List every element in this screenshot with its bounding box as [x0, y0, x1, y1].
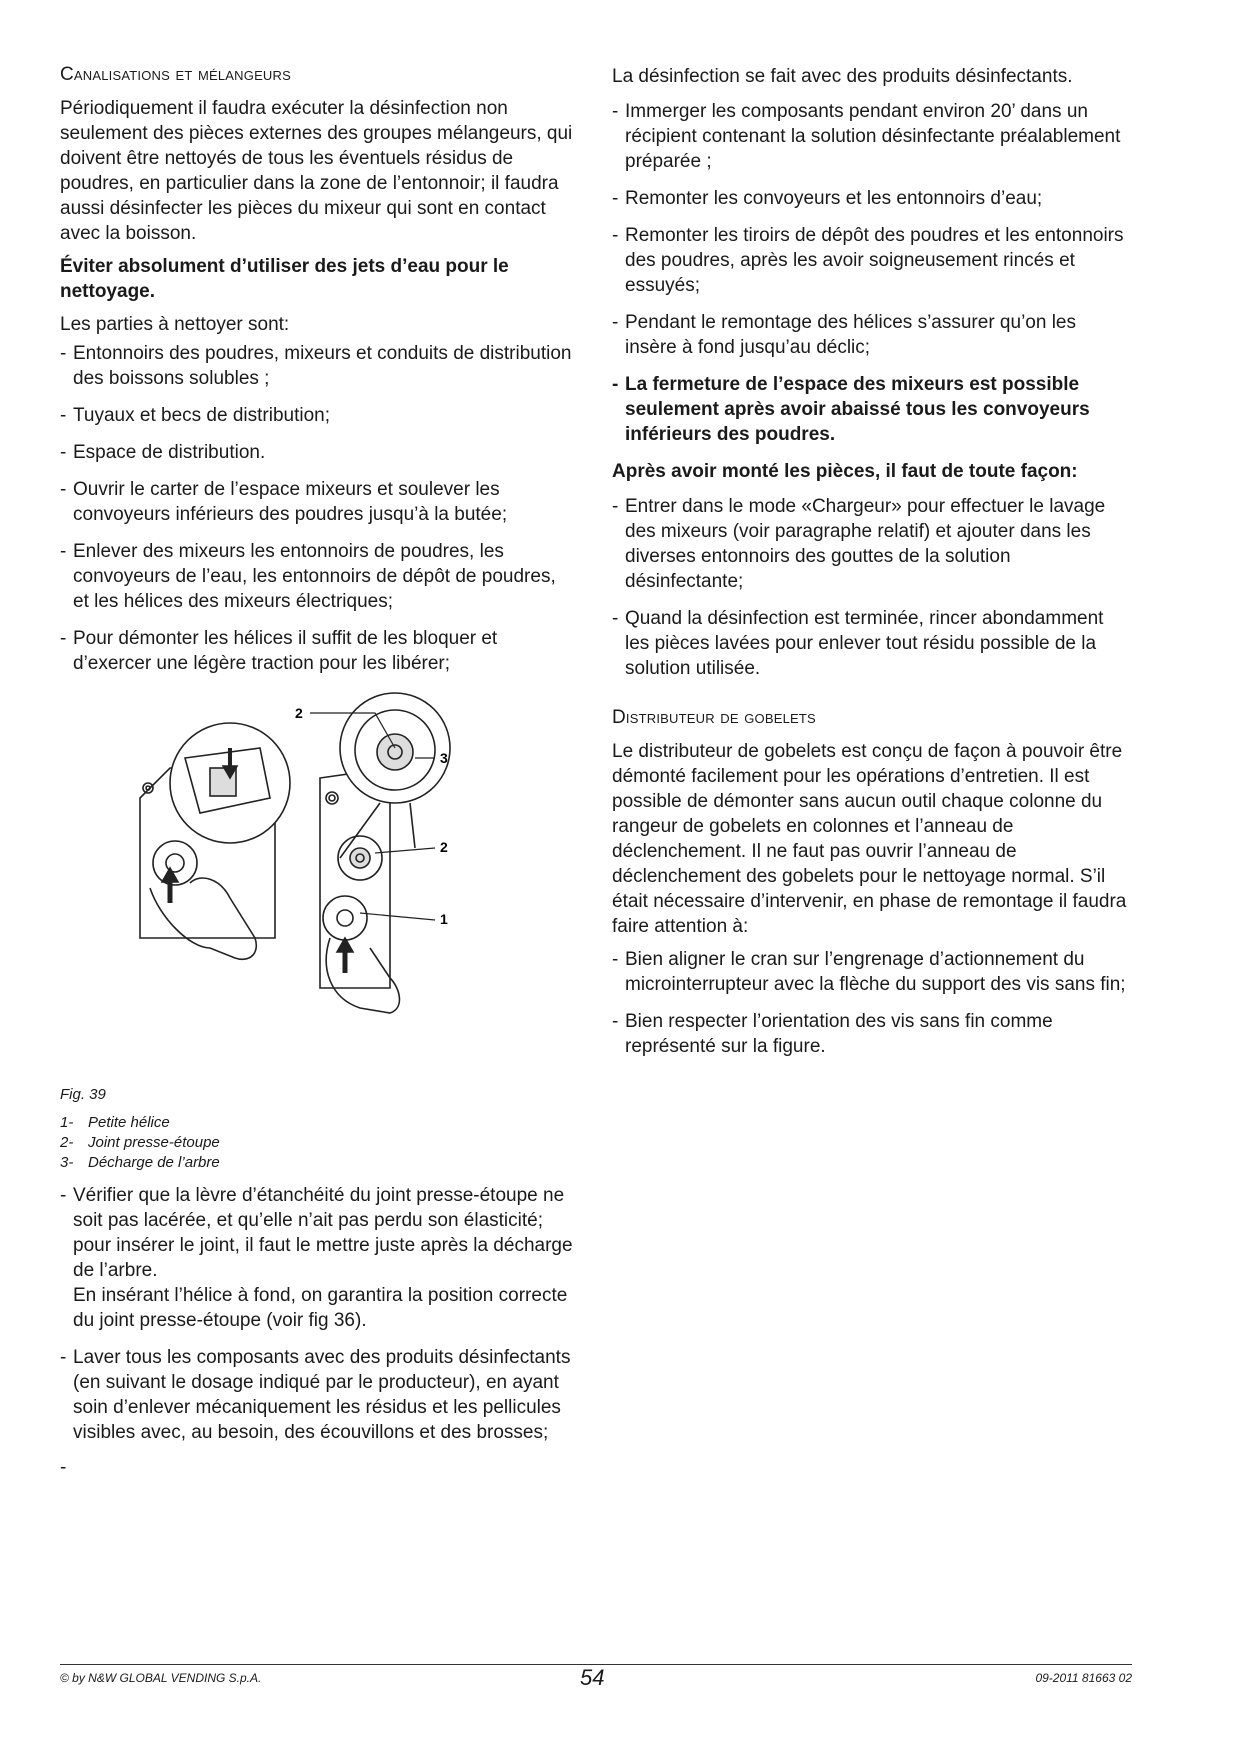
figure-legend [60, 1113, 575, 1173]
paragraph-disinfection: Périodiquement il faudra exécuter la désinfection non seulement des pièces externes des groupes mélangeurs, qui doivent être nettoyés de tous les éventuels résidus de poudres, en particulier dans la zone de l’entonnoir; il faudra aussi désinfecter les pièces du mixeur qui sont en contact avec la boisson. [60, 98, 573, 244]
list-item: - Pendant le remontage des hélices s’assurer qu’on les insère à fond jusqu’au déclic; [612, 310, 1132, 360]
list-item: - Laver tous les composants avec des produits désinfectants (en suivant le dosage indiqué par le producteur), en ayant soin d’enlever mécaniquement les résidus et les pellicules visibles avec, au besoin, des écouvillons et des brosses; [60, 1345, 575, 1445]
list-item: - Remonter les tiroirs de dépôt des poudres et les entonnoirs des poudres, après les avoir soigneusement rincés et essuyés; [612, 223, 1132, 298]
right-column [612, 64, 1132, 1071]
paragraph-cup-dispenser: Le distributeur de gobelets est conçu de façon à pouvoir être démonté facilement pour les opérations d’entretien. Il est possible de démonter sans aucun outil chaque colonne du rangeur de gobelets en colonnes et l’anneau de déclenchement. Il ne faut pas ouvrir l’anneau de déclenchement des gobelets pour le nettoyage normal. S’il était nécessaire d’intervenir, en phase de remontage il faudra faire attention à: [612, 741, 1127, 937]
list-item: - Quand la désinfection est terminée, rincer abondamment les pièces lavées pour enlever tout résidu possible de la solution utilisée. [612, 606, 1132, 681]
parts-list [60, 341, 575, 676]
disinfection-steps [612, 99, 1132, 447]
empty-list-marker: - [60, 1457, 67, 1478]
legend-item: 1- Petite hélice [60, 1114, 170, 1131]
legend-item: 2- Joint presse-étoupe [60, 1134, 220, 1151]
list-item: - Immerger les composants pendant environ 20’ dans un récipient contenant la solution désinfectante préalablement préparée ; [612, 99, 1132, 174]
cup-dispenser-list [612, 947, 1132, 1059]
list-item: - Enlever des mixeurs les entonnoirs de poudres, les convoyeurs de l’eau, les entonnoirs de dépôt de poudres, et les hélices des mixeurs électriques; [60, 539, 575, 614]
list-item: - Remonter les convoyeurs et les entonnoirs d’eau; [612, 186, 1132, 211]
list-item: - Espace de distribution. [60, 440, 575, 465]
warning-text: Éviter absolument d’utiliser des jets d’eau pour le nettoyage. [60, 256, 509, 302]
list-item: - La fermeture de l’espace des mixeurs est possible seulement après avoir abaissé tous les convoyeurs inférieurs des poudres. [612, 372, 1132, 447]
list-item: - Ouvrir le carter de l’espace mixeurs et soulever les convoyeurs inférieurs des poudres jusqu’à la butée; [60, 477, 575, 527]
left-column [60, 64, 575, 1479]
page-footer [60, 1664, 1132, 1690]
check-list [60, 1183, 575, 1445]
page-number: 54 [580, 1665, 605, 1690]
section-heading-canalisations: Canalisations et mélangeurs [60, 64, 291, 85]
footer-copyright: © by N&W GLOBAL VENDING S.p.A. [60, 1671, 262, 1685]
after-assembly-list [612, 494, 1132, 681]
callout-label: 3 [440, 750, 448, 766]
section-heading-distributeur: Distributeur de gobelets [612, 707, 816, 728]
after-assembly-title: Après avoir monté les pièces, il faut de toute façon: [612, 461, 1078, 482]
callout-label: 2 [295, 705, 303, 721]
list-subtext: En insérant l’hélice à fond, on garantira la position correcte du joint presse-étoupe (voir fig 36). [73, 1285, 568, 1331]
legend-item: 3- Décharge de l’arbre [60, 1154, 220, 1171]
list-item: - Entrer dans le mode «Chargeur» pour effectuer le lavage des mixeurs (voir paragraphe relatif) et ajouter dans les diverses entonnoirs des gouttes de la solution désinfectante; [612, 494, 1132, 594]
figure-caption: Fig. 39 [60, 1086, 106, 1103]
list-item: - Bien respecter l’orientation des vis sans fin comme représenté sur la figure. [612, 1009, 1132, 1059]
list-item: - Tuyaux et becs de distribution; [60, 403, 575, 428]
callout-label: 2 [440, 839, 448, 855]
document-reference: 09-2011 81663 02 [1035, 1671, 1132, 1685]
list-item: - Vérifier que la lèvre d’étanchéité du joint presse-étoupe ne soit pas lacérée, et qu’elle n’ait pas perdu son élasticité; pour insérer le joint, il faut le mettre juste après la décharge de l’arbre. En insérant l’hélice à fond, on garantira la position correcte du joint presse-étoupe (voir fig 36). [60, 1183, 575, 1333]
list-item: - Bien aligner le cran sur l’engrenage d’actionnement du microinterrupteur avec la flèche du support des vis sans fin; [612, 947, 1132, 997]
figure-39-illustration [60, 688, 575, 1078]
list-item: - Pour démonter les hélices il suffit de les bloquer et d’exercer une légère traction pour les libérer; [60, 626, 575, 676]
list-item: - Entonnoirs des poudres, mixeurs et conduits de distribution des boissons solubles ; [60, 341, 575, 391]
disinfection-intro: La désinfection se fait avec des produits désinfectants. [612, 66, 1073, 87]
parts-intro: Les parties à nettoyer sont: [60, 314, 290, 335]
mixer-disassembly-drawing [60, 688, 575, 1078]
callout-label: 1 [440, 911, 448, 927]
